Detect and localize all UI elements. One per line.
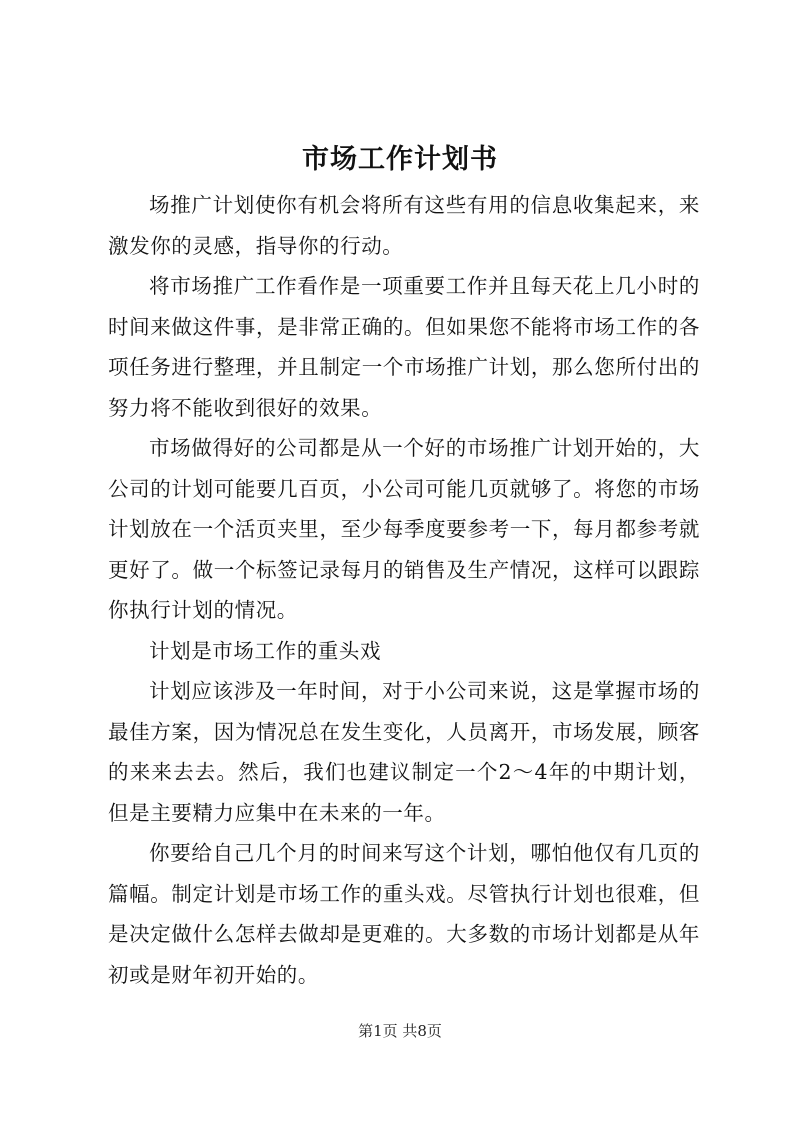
document-body (108, 185, 700, 995)
section-heading: 计划是市场工作的重头戏 (149, 638, 382, 663)
document-title: 市场工作计划书 (302, 144, 498, 175)
paragraph-5: 你要给自己几个月的时间来写这个计划，哪怕他仅有几页的篇幅。制定计划是市场工作的重头戏。尽管执行计划也很难，但是决定做什么怎样去做却是更难的。大多数的市场计划都是从年初或是财年初开始的。 (108, 841, 700, 987)
paragraph-3: 市场做得好的公司都是从一个好的市场推广计划开始的，大公司的计划可能要几百页，小公司可能几页就够了。将您的市场计划放在一个活页夹里，至少每季度要参考一下，每月都参考就更好了。做一个标签记录每月的销售及生产情况，这样可以跟踪你执行计划的情况。 (108, 436, 700, 622)
paragraph-2: 将市场推广工作看作是一项重要工作并且每天花上几小时的时间来做这件事，是非常正确的。但如果您不能将市场工作的各项任务进行整理，并且制定一个市场推广计划，那么您所付出的努力将不能收到很好的效果。 (108, 274, 700, 420)
page-number-footer: 第1页 共8页 (358, 1022, 442, 1040)
paragraph-1: 场推广计划使你有机会将所有这些有用的信息收集起来，来激发你的灵感，指导你的行动。 (108, 193, 700, 258)
paragraph-4: 计划应该涉及一年时间，对于小公司来说，这是掌握市场的最佳方案，因为情况总在发生变化，人员离开，市场发展，顾客的来来去去。然后，我们也建议制定一个2～4年的中期计划，但是主要精力应集中在未来的一年。 (108, 679, 700, 825)
